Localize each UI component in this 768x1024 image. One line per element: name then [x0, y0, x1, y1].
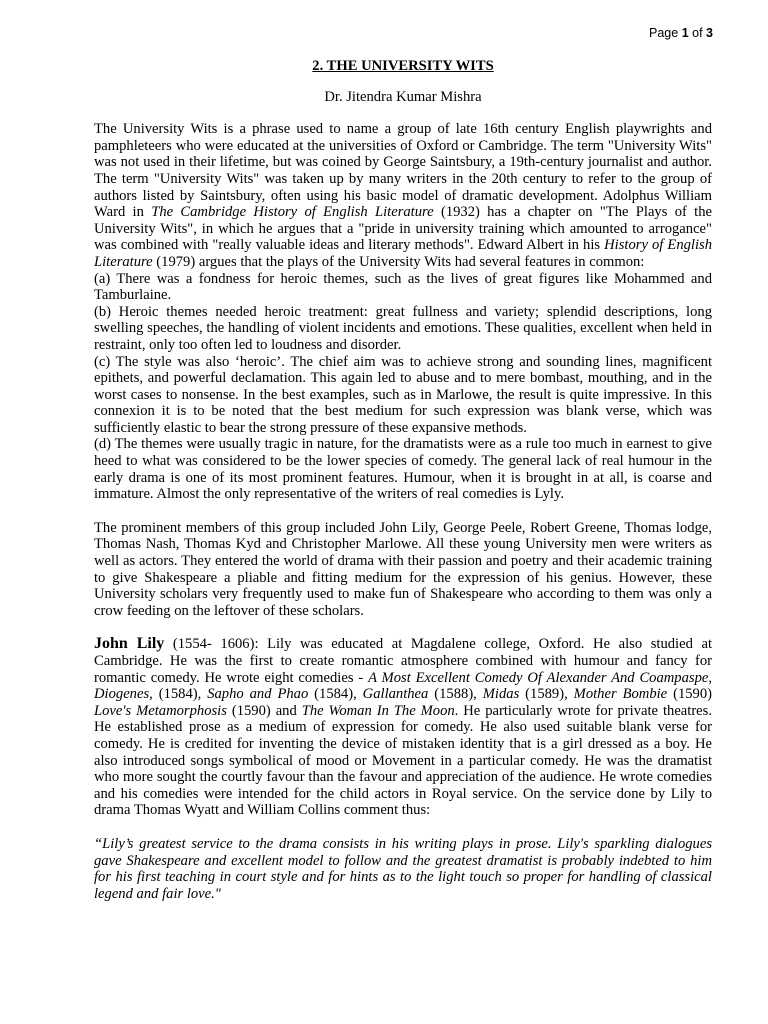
lily-year-2: (1584), — [308, 686, 363, 703]
feature-item-d: (d) The themes were usually tragic in nature, for the dramatists were as a rule too much in earnest to give heed to what was considered to be the lower species of comedy. The general lack of real humour in the early drama is one of its most prominent features. Humour, when it is brought in at all, is coarse and immature. Almost the only representative of the writers of real comedies is Lyly. — [94, 436, 712, 503]
intro-book-2: History of English Literature — [94, 237, 712, 270]
document-body — [94, 58, 712, 902]
intro-text-3: (1979) argues that the plays of the University Wits had several features in common: — [152, 253, 645, 270]
page-number — [649, 26, 713, 40]
quote-paragraph: “Lily’s greatest service to the drama consists in his writing plays in prose. Lily's sparkling dialogues gave Shakespeare and excellent model to follow and the greatest dramatist is probably indebted to him for his first teaching in court style and for hints as to the light touch so proper for handling of classical legend and fair love." — [94, 835, 712, 902]
intro-book-1: The Cambridge History of English Literature — [151, 204, 434, 221]
lily-work-5: Mother Bombie — [573, 686, 668, 703]
page-total: 3 — [706, 26, 713, 40]
lily-work-1: A Most Excellent Comedy Of Alexander And Coampaspe, Diogenes, — [94, 669, 713, 703]
feature-item-b: (b) Heroic themes needed heroic treatment: great fullness and variety; splendid descriptions, long swelling speeches, the handling of violent incidents and emotions. These qualities, excellent when held in restraint, only too often led to loudness and disorder. — [94, 303, 712, 353]
author-name: Dr. Jitendra Kumar Mishra — [324, 88, 482, 105]
page-label: Page — [649, 26, 679, 40]
lily-year-3: (1588), — [428, 686, 483, 703]
intro-text-2: (1932) has a chapter on "The Plays of the University Wits", in which he argues that a "pride in university training which amounted to arrogance" was combined with "really valuable ideas and literary methods". Edward Albert in his — [94, 204, 713, 254]
lily-work-7: The Woman In The Moon — [301, 702, 455, 719]
intro-paragraph — [94, 121, 712, 270]
members-paragraph: The prominent members of this group included John Lily, George Peele, Robert Greene, Thomas lodge, Thomas Nash, Thomas Kyd and Christopher Marlowe. All these young University men were writers as well as actors. They entered the world of drama with their passion and poetry and their academic training to give Shakespeare a pliable and fitting medium for the expression of his genius. However, these University scholars very frequently used to make fun of Shakespeare who according to them was only a crow feeding on the leftover of these scholars. — [94, 519, 712, 619]
document-title: 2. THE UNIVERSITY WITS — [312, 58, 494, 74]
lily-work-3: Gallanthea — [362, 686, 429, 703]
lily-work-4: Midas — [482, 686, 520, 703]
john-lily-heading: John Lily — [94, 635, 165, 653]
lily-text-1: (1554- 1606): Lily was educated at Magdalene college, Oxford. He also studied at Cambridge. He was the first to create romantic atmosphere combined with humour and fancy for romantic comedy. He wrote eight comedies - — [94, 636, 713, 686]
lily-year-6: (1590) and — [226, 702, 302, 719]
john-lily-paragraph — [94, 636, 712, 819]
lily-year-5: (1590) — [667, 686, 712, 703]
feature-item-a: (a) There was a fondness for heroic themes, such as the lives of great figures like Mohammed and Tamburlaine. — [94, 270, 712, 304]
page-of: of — [692, 26, 703, 40]
lily-work-6: Love's Metamorphosis — [94, 702, 227, 719]
page-current: 1 — [681, 26, 689, 40]
lily-year-1: (1584), — [152, 686, 208, 703]
lily-work-2: Sapho and Phao — [207, 686, 309, 703]
lily-text-2: . He particularly wrote for private theatres. He established prose as a medium of expression for comedy. He also used suitable blank verse for comedy. He is credited for inventing the device of mistaken identity that is a girl dressed as a boy. He also introduced songs symbolical of mood or Movement in a particular comedy. He was the dramatist who more sought the courtly favour than the favour and appreciation of the audience. He wrote comedies and his comedies were intended for the child actors in Royal service. On the service done by Lily to drama Thomas Wyatt and William Collins comment thus: — [94, 702, 712, 819]
lily-year-4: (1589), — [519, 686, 574, 703]
feature-item-c: (c) The style was also ‘heroic’. The chief aim was to achieve strong and sounding lines, magnificent epithets, and powerful declamation. This again led to abuse and to mere bombast, mouthing, and in the worst cases to nonsense. In the best examples, such as in Marlowe, the result is quite impressive. In this connexion it is to be noted that the best medium for such expression was blank verse, which was sufficiently elastic to bear the strong pressure of these expansive methods. — [94, 353, 712, 436]
intro-text-1: The University Wits is a phrase used to name a group of late 16th century English playwrights and pamphleteers who were educated at the universities of Oxford or Cambridge. The term "University Wits" was not used in their lifetime, but was coined by George Saintsbury, a 19th-century journalist and author. The term "University Wits" was taken up by many writers in the 20th century to refer to the group of authors listed by Saintsbury, often using his basic model of dramatic development. Adolphus William Ward in — [94, 121, 712, 221]
